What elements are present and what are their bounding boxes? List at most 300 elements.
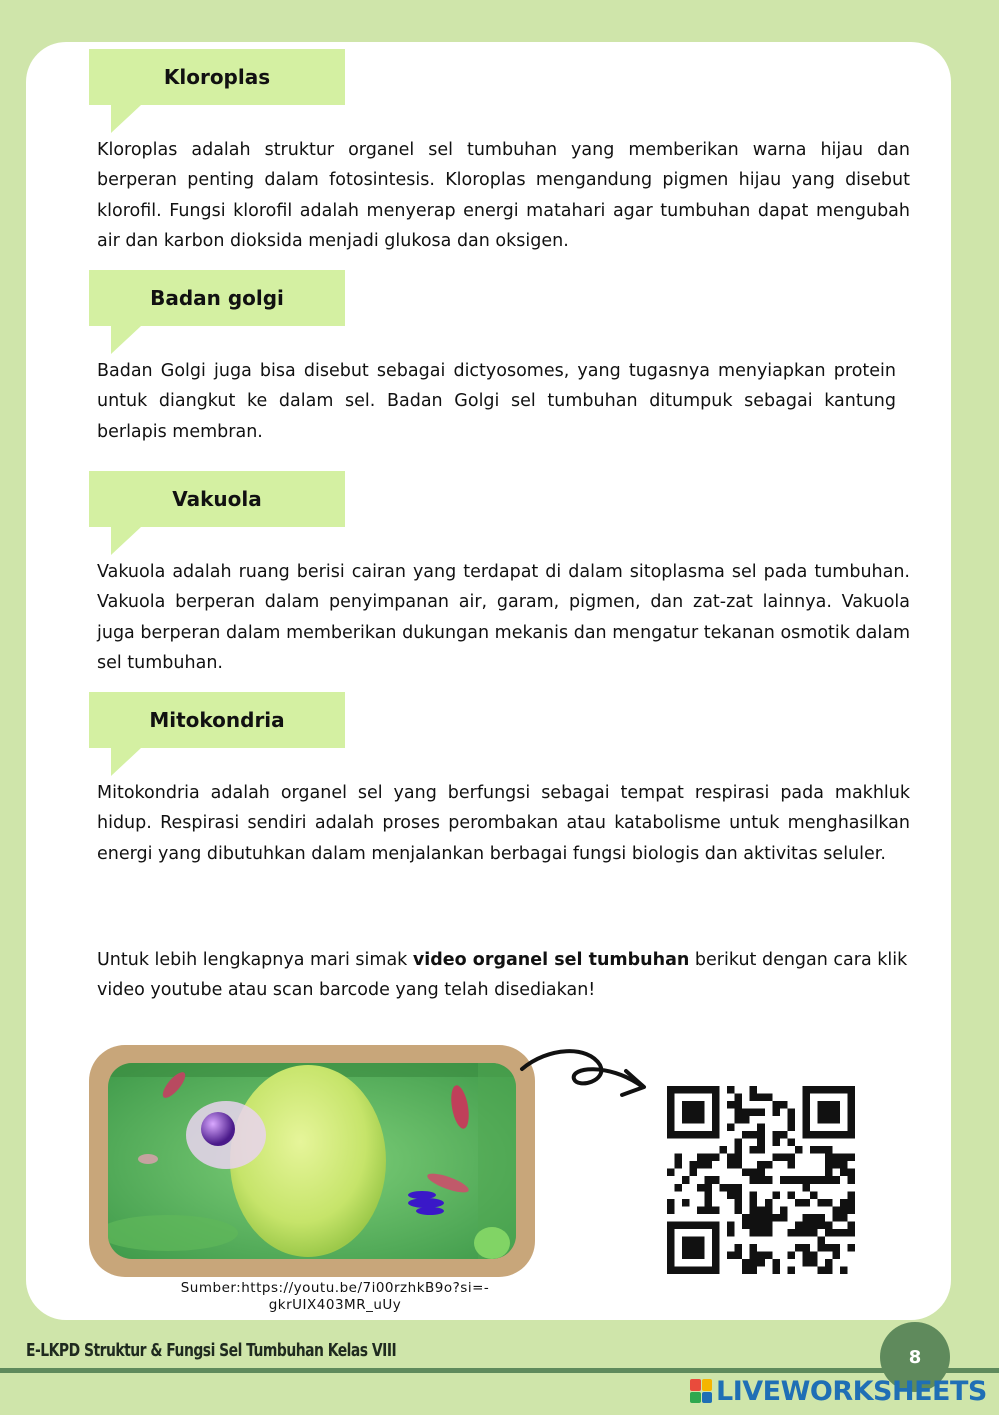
qr-module	[825, 1176, 833, 1184]
qr-module	[697, 1266, 705, 1274]
qr-module	[697, 1221, 705, 1229]
qr-module	[675, 1131, 683, 1139]
qr-module	[817, 1176, 825, 1184]
video-intro-text	[97, 945, 910, 1006]
youtube-video-frame[interactable]	[89, 1045, 535, 1277]
footer-divider	[0, 1368, 999, 1373]
section-tag-kloroplas	[89, 49, 345, 105]
qr-module	[810, 1214, 818, 1222]
qr-module	[847, 1154, 855, 1162]
qr-module	[817, 1131, 825, 1139]
qr-module	[735, 1244, 743, 1252]
qr-module	[765, 1229, 773, 1237]
qr-module	[697, 1086, 705, 1094]
qr-module	[667, 1221, 675, 1229]
qr-module	[825, 1086, 833, 1094]
qr-module	[727, 1154, 735, 1162]
qr-module	[840, 1169, 848, 1177]
qr-module	[667, 1229, 675, 1237]
qr-module	[667, 1086, 675, 1094]
qr-module	[757, 1139, 765, 1147]
qr-module	[825, 1221, 833, 1229]
qr-module	[810, 1221, 818, 1229]
qr-module	[840, 1161, 848, 1169]
qr-module	[832, 1131, 840, 1139]
qr-module	[750, 1229, 758, 1237]
qr-module	[757, 1251, 765, 1259]
qr-module	[750, 1199, 758, 1207]
qr-module	[765, 1206, 773, 1214]
qr-module	[772, 1109, 780, 1117]
qr-module	[750, 1109, 758, 1117]
qr-module	[705, 1131, 713, 1139]
qr-module	[742, 1116, 750, 1124]
qr-module	[690, 1251, 698, 1259]
qr-module	[810, 1191, 818, 1199]
qr-module	[765, 1214, 773, 1222]
section-tag-badan-golgi	[89, 270, 345, 326]
qr-module	[780, 1131, 788, 1139]
qr-module	[750, 1259, 758, 1267]
qr-module	[682, 1251, 690, 1259]
qr-module	[787, 1116, 795, 1124]
qr-module	[735, 1161, 743, 1169]
qr-module	[735, 1109, 743, 1117]
qr-module	[705, 1221, 713, 1229]
qr-module	[750, 1146, 758, 1154]
section-text-badan-golgi: Badan Golgi juga bisa disebut sebagai dictyosomes, yang tugasnya menyiapkan protein untuk diangkut ke dalam sel. Badan Golgi sel tumbuhan ditumpuk sebagai kantung berlapis membran.	[97, 361, 896, 442]
qr-module	[757, 1259, 765, 1267]
qr-module	[840, 1131, 848, 1139]
qr-module	[757, 1221, 765, 1229]
qr-module	[742, 1259, 750, 1267]
qr-module	[847, 1131, 855, 1139]
qr-module	[727, 1184, 735, 1192]
qr-module	[772, 1139, 780, 1147]
qr-module	[720, 1184, 728, 1192]
qr-module	[750, 1251, 758, 1259]
intro-before: Untuk lebih lengkapnya mari simak	[97, 950, 413, 970]
qr-module	[727, 1161, 735, 1169]
qr-module	[705, 1161, 713, 1169]
qr-module	[832, 1251, 840, 1259]
source-line-1: Sumber:https://youtu.be/7i00rzhkB9o?si=-	[180, 1280, 490, 1296]
qr-module	[787, 1124, 795, 1132]
qr-module	[697, 1236, 705, 1244]
qr-module	[712, 1094, 720, 1102]
qr-module	[750, 1094, 758, 1102]
qr-module	[712, 1124, 720, 1132]
qr-module	[735, 1191, 743, 1199]
qr-module	[742, 1169, 750, 1177]
section-title: Mitokondria	[149, 708, 285, 732]
section-text-mitokondria: Mitokondria adalah organel sel yang berfungsi sebagai tempat respirasi pada makhluk hidup. Respirasi sendiri adalah proses perombakan atau katabolisme untuk menghasilkan energi yang dibutuhkan dalam menjalankan berbagai fungsi biologis dan aktivitas seluler.	[97, 783, 910, 864]
qr-module	[675, 1086, 683, 1094]
qr-module	[832, 1154, 840, 1162]
qr-module	[667, 1094, 675, 1102]
qr-module	[712, 1131, 720, 1139]
qr-module	[825, 1229, 833, 1237]
qr-module	[712, 1221, 720, 1229]
qr-module	[772, 1154, 780, 1162]
qr-module	[727, 1221, 735, 1229]
qr-module	[667, 1101, 675, 1109]
qr-module	[802, 1109, 810, 1117]
qr-module	[847, 1116, 855, 1124]
qr-module	[697, 1251, 705, 1259]
qr-module	[750, 1169, 758, 1177]
qr-code[interactable]	[667, 1086, 855, 1274]
qr-module	[802, 1184, 810, 1192]
qr-module	[682, 1199, 690, 1207]
qr-module	[840, 1154, 848, 1162]
qr-module	[832, 1116, 840, 1124]
qr-module	[817, 1101, 825, 1109]
qr-module	[757, 1146, 765, 1154]
qr-module	[825, 1109, 833, 1117]
qr-module	[720, 1146, 728, 1154]
liveworksheets-brand[interactable]	[690, 1374, 987, 1408]
qr-module	[780, 1214, 788, 1222]
brand-name: LIVEWORKSHEETS	[716, 1375, 987, 1407]
qr-module	[847, 1124, 855, 1132]
qr-module	[705, 1199, 713, 1207]
qr-module	[772, 1101, 780, 1109]
footer-title: E-LKPD Struktur & Fungsi Sel Tumbuhan Kelas VIII	[26, 1340, 397, 1361]
qr-module	[690, 1161, 698, 1169]
qr-module	[750, 1221, 758, 1229]
qr-module	[757, 1206, 765, 1214]
qr-module	[787, 1176, 795, 1184]
qr-module	[742, 1131, 750, 1139]
qr-module	[802, 1259, 810, 1267]
qr-module	[802, 1131, 810, 1139]
qr-module	[682, 1244, 690, 1252]
qr-module	[712, 1116, 720, 1124]
qr-module	[772, 1191, 780, 1199]
qr-module	[802, 1116, 810, 1124]
qr-module	[817, 1116, 825, 1124]
qr-module	[690, 1109, 698, 1117]
section-title: Kloroplas	[163, 65, 271, 89]
qr-module	[757, 1169, 765, 1177]
qr-module	[705, 1086, 713, 1094]
qr-module	[742, 1109, 750, 1117]
qr-module	[817, 1236, 825, 1244]
qr-module	[667, 1124, 675, 1132]
liveworksheets-logo-icon	[690, 1379, 712, 1403]
qr-module	[667, 1199, 675, 1207]
qr-module	[802, 1214, 810, 1222]
qr-module	[675, 1161, 683, 1169]
qr-module	[712, 1101, 720, 1109]
qr-module	[705, 1191, 713, 1199]
qr-module	[690, 1116, 698, 1124]
qr-module	[765, 1221, 773, 1229]
qr-module	[832, 1214, 840, 1222]
qr-module	[667, 1236, 675, 1244]
qr-module	[675, 1221, 683, 1229]
qr-module	[832, 1109, 840, 1117]
qr-module	[817, 1199, 825, 1207]
qr-module	[667, 1244, 675, 1252]
qr-module	[712, 1176, 720, 1184]
qr-module	[697, 1161, 705, 1169]
qr-module	[795, 1199, 803, 1207]
qr-module	[847, 1176, 855, 1184]
qr-module	[825, 1244, 833, 1252]
qr-module	[682, 1131, 690, 1139]
qr-module	[825, 1154, 833, 1162]
qr-module	[817, 1266, 825, 1274]
qr-module	[712, 1086, 720, 1094]
qr-module	[750, 1266, 758, 1274]
qr-module	[802, 1229, 810, 1237]
qr-module	[697, 1109, 705, 1117]
qr-module	[802, 1094, 810, 1102]
qr-module	[780, 1176, 788, 1184]
intro-after: berikut dengan cara klik video youtube atau scan barcode yang telah disediakan!	[97, 950, 908, 1001]
qr-module	[787, 1251, 795, 1259]
qr-module	[832, 1244, 840, 1252]
qr-module	[712, 1266, 720, 1274]
qr-module	[682, 1101, 690, 1109]
qr-module	[847, 1086, 855, 1094]
qr-module	[787, 1229, 795, 1237]
curly-arrow-icon	[518, 1045, 658, 1105]
qr-module	[750, 1191, 758, 1199]
qr-module	[735, 1146, 743, 1154]
section-tag-vakuola	[89, 471, 345, 527]
qr-module	[825, 1161, 833, 1169]
qr-module	[840, 1229, 848, 1237]
qr-module	[772, 1214, 780, 1222]
qr-module	[847, 1109, 855, 1117]
qr-module	[667, 1131, 675, 1139]
qr-module	[727, 1101, 735, 1109]
qr-module	[757, 1229, 765, 1237]
qr-module	[825, 1146, 833, 1154]
qr-module	[810, 1259, 818, 1267]
qr-module	[840, 1199, 848, 1207]
qr-module	[735, 1251, 743, 1259]
qr-module	[690, 1266, 698, 1274]
qr-module	[840, 1086, 848, 1094]
qr-module	[742, 1221, 750, 1229]
qr-module	[832, 1101, 840, 1109]
qr-module	[667, 1259, 675, 1267]
qr-module	[780, 1206, 788, 1214]
qr-module	[817, 1109, 825, 1117]
qr-module	[772, 1266, 780, 1274]
qr-module	[765, 1094, 773, 1102]
qr-module	[817, 1086, 825, 1094]
qr-module	[735, 1184, 743, 1192]
qr-module	[667, 1109, 675, 1117]
qr-module	[757, 1109, 765, 1117]
qr-module	[787, 1161, 795, 1169]
section-text-vakuola: Vakuola adalah ruang berisi cairan yang terdapat di dalam sitoplasma sel pada tumbuhan. Vakuola berperan dalam penyimpanan air, garam, pigmen, dan zat-zat lainnya. Vakuola juga berperan dalam memberikan dukungan mekanis dan mengatur tekanan osmotik dalam sel tumbuhan.	[97, 562, 910, 673]
qr-module	[705, 1176, 713, 1184]
qr-module	[690, 1244, 698, 1252]
qr-module	[787, 1109, 795, 1117]
qr-module	[847, 1221, 855, 1229]
qr-module	[847, 1094, 855, 1102]
qr-module	[690, 1086, 698, 1094]
qr-module	[675, 1154, 683, 1162]
qr-module	[817, 1214, 825, 1222]
qr-module	[690, 1131, 698, 1139]
qr-module	[847, 1206, 855, 1214]
qr-module	[682, 1236, 690, 1244]
qr-module	[787, 1139, 795, 1147]
qr-module	[840, 1214, 848, 1222]
qr-module	[712, 1244, 720, 1252]
qr-module	[825, 1259, 833, 1267]
qr-module	[682, 1116, 690, 1124]
qr-module	[735, 1139, 743, 1147]
qr-module	[802, 1221, 810, 1229]
page-number: 8	[908, 1346, 922, 1368]
qr-module	[750, 1086, 758, 1094]
qr-module	[682, 1266, 690, 1274]
qr-module	[705, 1154, 713, 1162]
qr-module	[682, 1086, 690, 1094]
qr-module	[750, 1176, 758, 1184]
qr-module	[735, 1094, 743, 1102]
qr-module	[757, 1176, 765, 1184]
qr-module	[690, 1221, 698, 1229]
qr-module	[765, 1251, 773, 1259]
qr-module	[802, 1199, 810, 1207]
intro-bold: video organel sel tumbuhan	[412, 950, 690, 970]
qr-module	[757, 1131, 765, 1139]
qr-module	[727, 1229, 735, 1237]
qr-module	[757, 1124, 765, 1132]
qr-module	[832, 1161, 840, 1169]
qr-module	[817, 1221, 825, 1229]
section-text-kloroplas: Kloroplas adalah struktur organel sel tumbuhan yang memberikan warna hijau dan berperan penting dalam fotosintesis. Kloroplas mengandung pigmen hijau yang disebut klorofil. Fungsi klorofil adalah menyerap energi matahari agar tumbuhan dapat mengubah air dan karbon dioksida menjadi glukosa dan oksigen.	[97, 140, 910, 251]
qr-module	[802, 1086, 810, 1094]
plant-cell-illustration	[108, 1063, 516, 1259]
qr-module	[705, 1184, 713, 1192]
qr-module	[727, 1086, 735, 1094]
qr-module	[765, 1176, 773, 1184]
qr-module	[772, 1259, 780, 1267]
section-title: Badan golgi	[150, 286, 284, 310]
source-line-2: gkrUIX403MR_uUy	[268, 1297, 402, 1313]
qr-module	[757, 1214, 765, 1222]
qr-module	[847, 1101, 855, 1109]
qr-module	[832, 1206, 840, 1214]
qr-module	[810, 1146, 818, 1154]
youtube-video-thumbnail[interactable]	[108, 1063, 516, 1259]
qr-module	[705, 1206, 713, 1214]
qr-module	[697, 1154, 705, 1162]
qr-module	[667, 1251, 675, 1259]
video-source-caption	[150, 1280, 520, 1314]
qr-module	[750, 1244, 758, 1252]
qr-module	[795, 1221, 803, 1229]
qr-module	[780, 1154, 788, 1162]
qr-module	[742, 1214, 750, 1222]
qr-module	[847, 1229, 855, 1237]
qr-module	[802, 1124, 810, 1132]
qr-module	[772, 1131, 780, 1139]
qr-module	[825, 1169, 833, 1177]
qr-module	[712, 1259, 720, 1267]
qr-module	[712, 1109, 720, 1117]
qr-module	[765, 1199, 773, 1207]
qr-module	[787, 1266, 795, 1274]
qr-module	[675, 1184, 683, 1192]
qr-module	[705, 1266, 713, 1274]
qr-module	[682, 1221, 690, 1229]
qr-module	[682, 1109, 690, 1117]
qr-module	[825, 1116, 833, 1124]
qr-module	[825, 1101, 833, 1109]
section-tag-mitokondria	[89, 692, 345, 748]
qr-module	[847, 1191, 855, 1199]
qr-module	[802, 1101, 810, 1109]
qr-module	[667, 1266, 675, 1274]
qr-module	[832, 1176, 840, 1184]
qr-module	[735, 1154, 743, 1162]
qr-module	[697, 1131, 705, 1139]
qr-module	[697, 1101, 705, 1109]
qr-module	[810, 1251, 818, 1259]
qr-module	[832, 1086, 840, 1094]
qr-module	[712, 1236, 720, 1244]
section-title: Vakuola	[172, 487, 262, 511]
qr-module	[795, 1176, 803, 1184]
qr-module	[787, 1154, 795, 1162]
qr-module	[795, 1244, 803, 1252]
qr-module	[712, 1206, 720, 1214]
qr-module	[682, 1176, 690, 1184]
qr-module	[810, 1176, 818, 1184]
qr-module	[712, 1229, 720, 1237]
qr-module	[840, 1266, 848, 1274]
qr-module	[787, 1191, 795, 1199]
qr-module	[847, 1169, 855, 1177]
qr-module	[667, 1206, 675, 1214]
qr-module	[810, 1131, 818, 1139]
qr-module	[727, 1251, 735, 1259]
qr-module	[847, 1244, 855, 1252]
qr-module	[795, 1229, 803, 1237]
qr-module	[810, 1229, 818, 1237]
qr-module	[757, 1094, 765, 1102]
qr-module	[735, 1101, 743, 1109]
qr-module	[712, 1251, 720, 1259]
qr-module	[697, 1244, 705, 1252]
qr-module	[727, 1124, 735, 1132]
qr-module	[825, 1131, 833, 1139]
qr-module	[735, 1116, 743, 1124]
qr-module	[825, 1266, 833, 1274]
qr-module	[810, 1086, 818, 1094]
qr-module	[825, 1199, 833, 1207]
qr-module	[690, 1101, 698, 1109]
qr-module	[802, 1244, 810, 1252]
qr-module	[727, 1191, 735, 1199]
qr-module	[742, 1266, 750, 1274]
qr-module	[675, 1266, 683, 1274]
qr-module	[802, 1251, 810, 1259]
qr-module	[750, 1131, 758, 1139]
qr-module	[817, 1146, 825, 1154]
